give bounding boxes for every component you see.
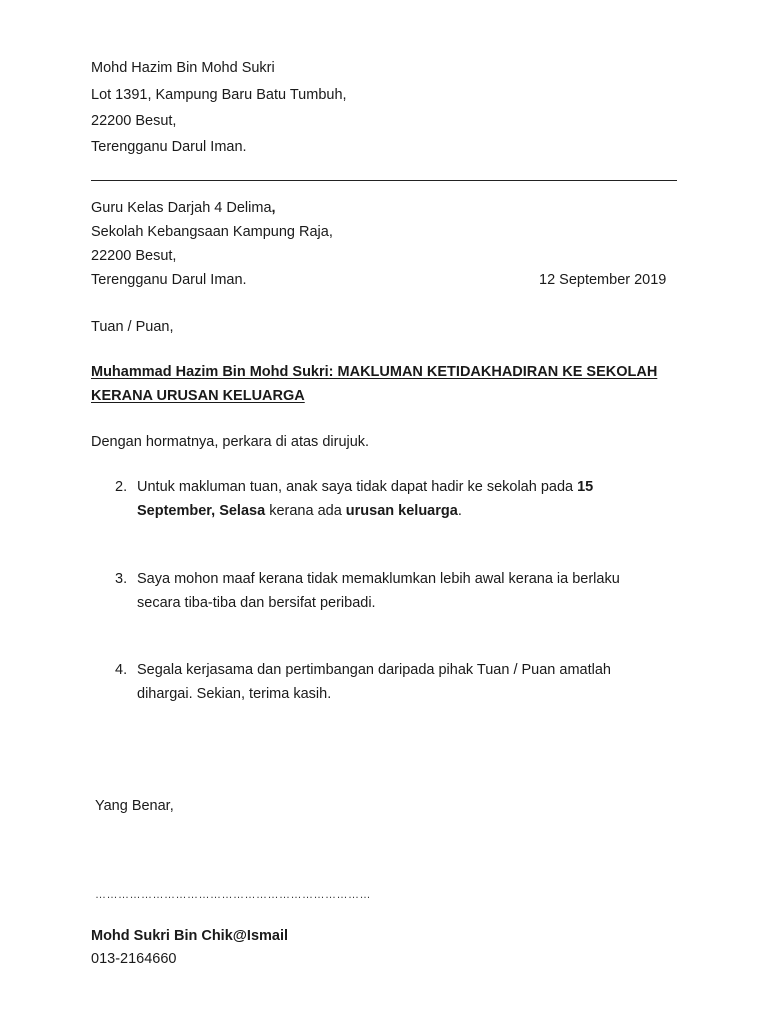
recipient-address-line2: 22200 Besut, bbox=[91, 248, 177, 264]
sender-address-line2: 22200 Besut, bbox=[91, 113, 177, 129]
closing: Yang Benar, bbox=[95, 798, 174, 814]
point-3-line1 bbox=[115, 570, 620, 588]
point-2-number: 2. bbox=[115, 479, 128, 495]
sender-name: Mohd Hazim Bin Mohd Sukri bbox=[91, 60, 275, 76]
point-2-text-mid: kerana ada bbox=[265, 503, 346, 519]
recipient-title-text: Guru Kelas Darjah 4 Delima bbox=[91, 200, 272, 216]
subject-line1: Muhammad Hazim Bin Mohd Sukri: MAKLUMAN KETIDAKHADIRAN KE SEKOLAH bbox=[91, 364, 658, 380]
point-2-text: Untuk makluman tuan, anak saya tidak dapat hadir ke sekolah pada bbox=[137, 479, 578, 495]
header-divider bbox=[91, 180, 677, 181]
point-4-text-line2: dihargai. Sekian, terima kasih. bbox=[137, 686, 332, 702]
recipient-title bbox=[91, 199, 276, 217]
opening-paragraph: Dengan hormatnya, perkara di atas dirujuk. bbox=[91, 434, 370, 450]
salutation: Tuan / Puan, bbox=[91, 319, 174, 335]
point-2-line1 bbox=[115, 478, 593, 496]
point-4-text-line1: Segala kerjasama dan pertimbangan daripada pihak Tuan / Puan amatlah bbox=[137, 662, 611, 678]
point-2-line2 bbox=[137, 502, 462, 520]
recipient-title-comma: , bbox=[271, 200, 276, 216]
point-4-number: 4. bbox=[115, 662, 128, 678]
subject-line2: KERANA URUSAN KELUARGA bbox=[91, 388, 305, 404]
point-4-line1 bbox=[115, 661, 611, 679]
point-2-reason: urusan keluarga bbox=[345, 503, 458, 519]
sender-address-line1: Lot 1391, Kampung Baru Batu Tumbuh, bbox=[91, 87, 347, 103]
sender-address-line3: Terengganu Darul Iman. bbox=[91, 139, 247, 155]
point-3-text-line1: Saya mohon maaf kerana tidak memaklumkan lebih awal kerana ia berlaku bbox=[137, 571, 620, 587]
letter-date: 12 September 2019 bbox=[539, 272, 667, 288]
point-3-number: 3. bbox=[115, 571, 128, 587]
point-2-date-day: 15 bbox=[577, 479, 594, 495]
point-3-text-line2: secara tiba-tiba dan bersifat peribadi. bbox=[137, 595, 376, 611]
signatory-name: Mohd Sukri Bin Chik@Ismail bbox=[91, 928, 289, 944]
point-2-period: . bbox=[457, 503, 462, 519]
recipient-address-line1: Sekolah Kebangsaan Kampung Raja, bbox=[91, 224, 333, 240]
signatory-phone: 013-2164660 bbox=[91, 951, 177, 967]
signature-line: ……………………………………………………………… bbox=[95, 889, 371, 901]
recipient-address-line3: Terengganu Darul Iman. bbox=[91, 272, 247, 288]
point-2-date-rest: September, Selasa bbox=[137, 503, 266, 519]
